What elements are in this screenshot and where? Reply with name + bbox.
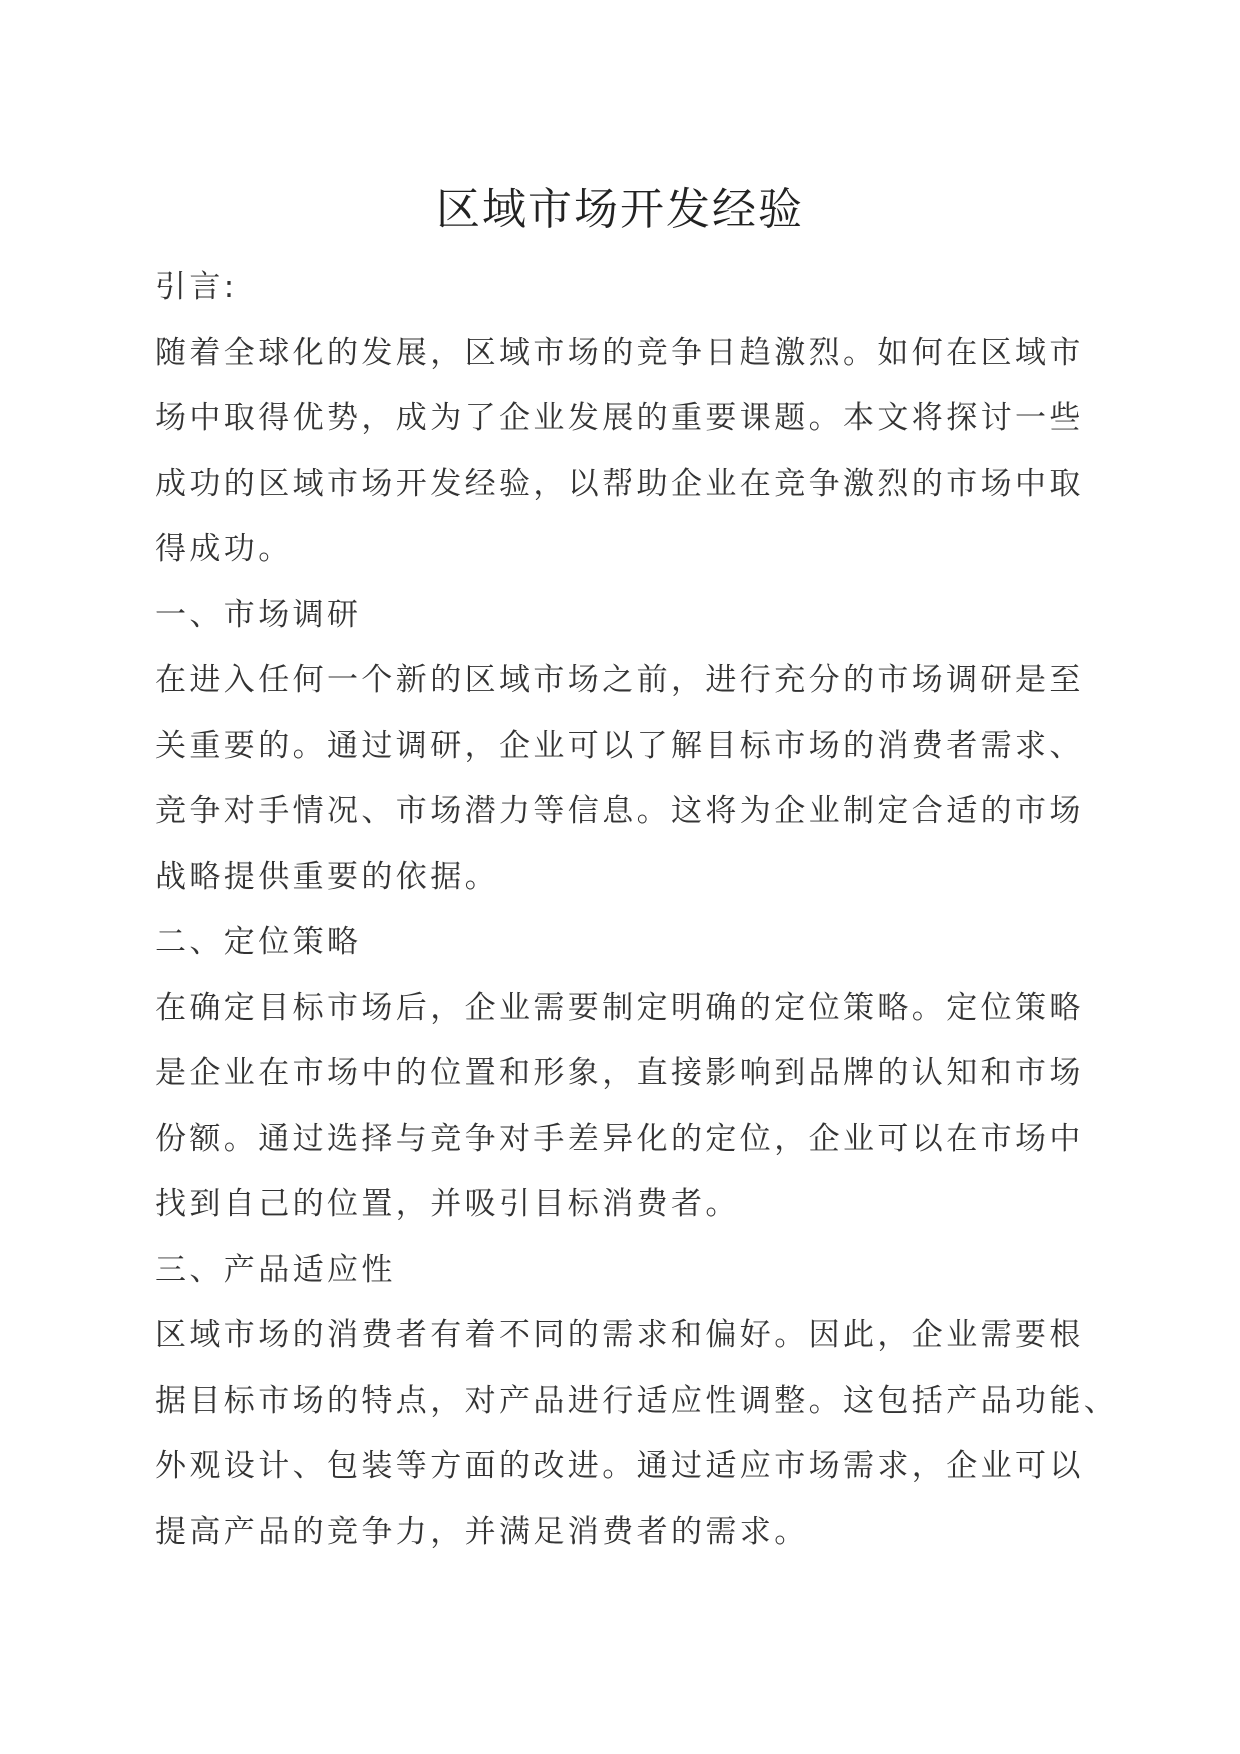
section-heading-product-adaptability: 三、产品适应性	[155, 1251, 396, 1288]
body-line: 在进入任何一个新的区域市场之前，进行充分的市场调研是至	[155, 662, 1084, 698]
body-line: 是企业在市场中的位置和形象，直接影响到品牌的认知和市场	[155, 1055, 1084, 1091]
body-line: 随着全球化的发展，区域市场的竞争日趋激烈。如何在区域市	[155, 334, 1084, 371]
body-line: 得成功。	[155, 531, 293, 567]
body-line: 关重要的。通过调研，企业可以了解目标市场的消费者需求、	[155, 727, 1084, 764]
intro-heading: 引言:	[155, 269, 238, 305]
body-line: 找到自己的位置，并吸引目标消费者。	[155, 1186, 740, 1222]
section-heading-market-research: 一、市场调研	[155, 596, 362, 633]
body-line: 提高产品的竞争力，并满足消费者的需求。	[155, 1513, 809, 1550]
body-line: 份额。通过选择与竞争对手差异化的定位，企业可以在市场中	[155, 1120, 1084, 1157]
body-line: 区域市场的消费者有着不同的需求和偏好。因此，企业需要根	[155, 1317, 1084, 1353]
section-heading-positioning: 二、定位策略	[155, 924, 362, 960]
body-line: 在确定目标市场后，企业需要制定明确的定位策略。定位策略	[155, 989, 1084, 1026]
body-line: 成功的区域市场开发经验，以帮助企业在竞争激烈的市场中取	[155, 465, 1084, 502]
body-line: 场中取得优势，成为了企业发展的重要课题。本文将探讨一些	[155, 400, 1084, 436]
body-line: 外观设计、包装等方面的改进。通过适应市场需求，企业可以	[155, 1448, 1084, 1484]
body-line: 竞争对手情况、市场潜力等信息。这将为企业制定合适的市场	[155, 793, 1084, 829]
body-line: 据目标市场的特点，对产品进行适应性调整。这包括产品功能、	[155, 1382, 1119, 1419]
document-title: 区域市场开发经验	[436, 184, 804, 235]
body-line: 战略提供重要的依据。	[155, 858, 499, 895]
document-body	[155, 255, 1119, 1565]
